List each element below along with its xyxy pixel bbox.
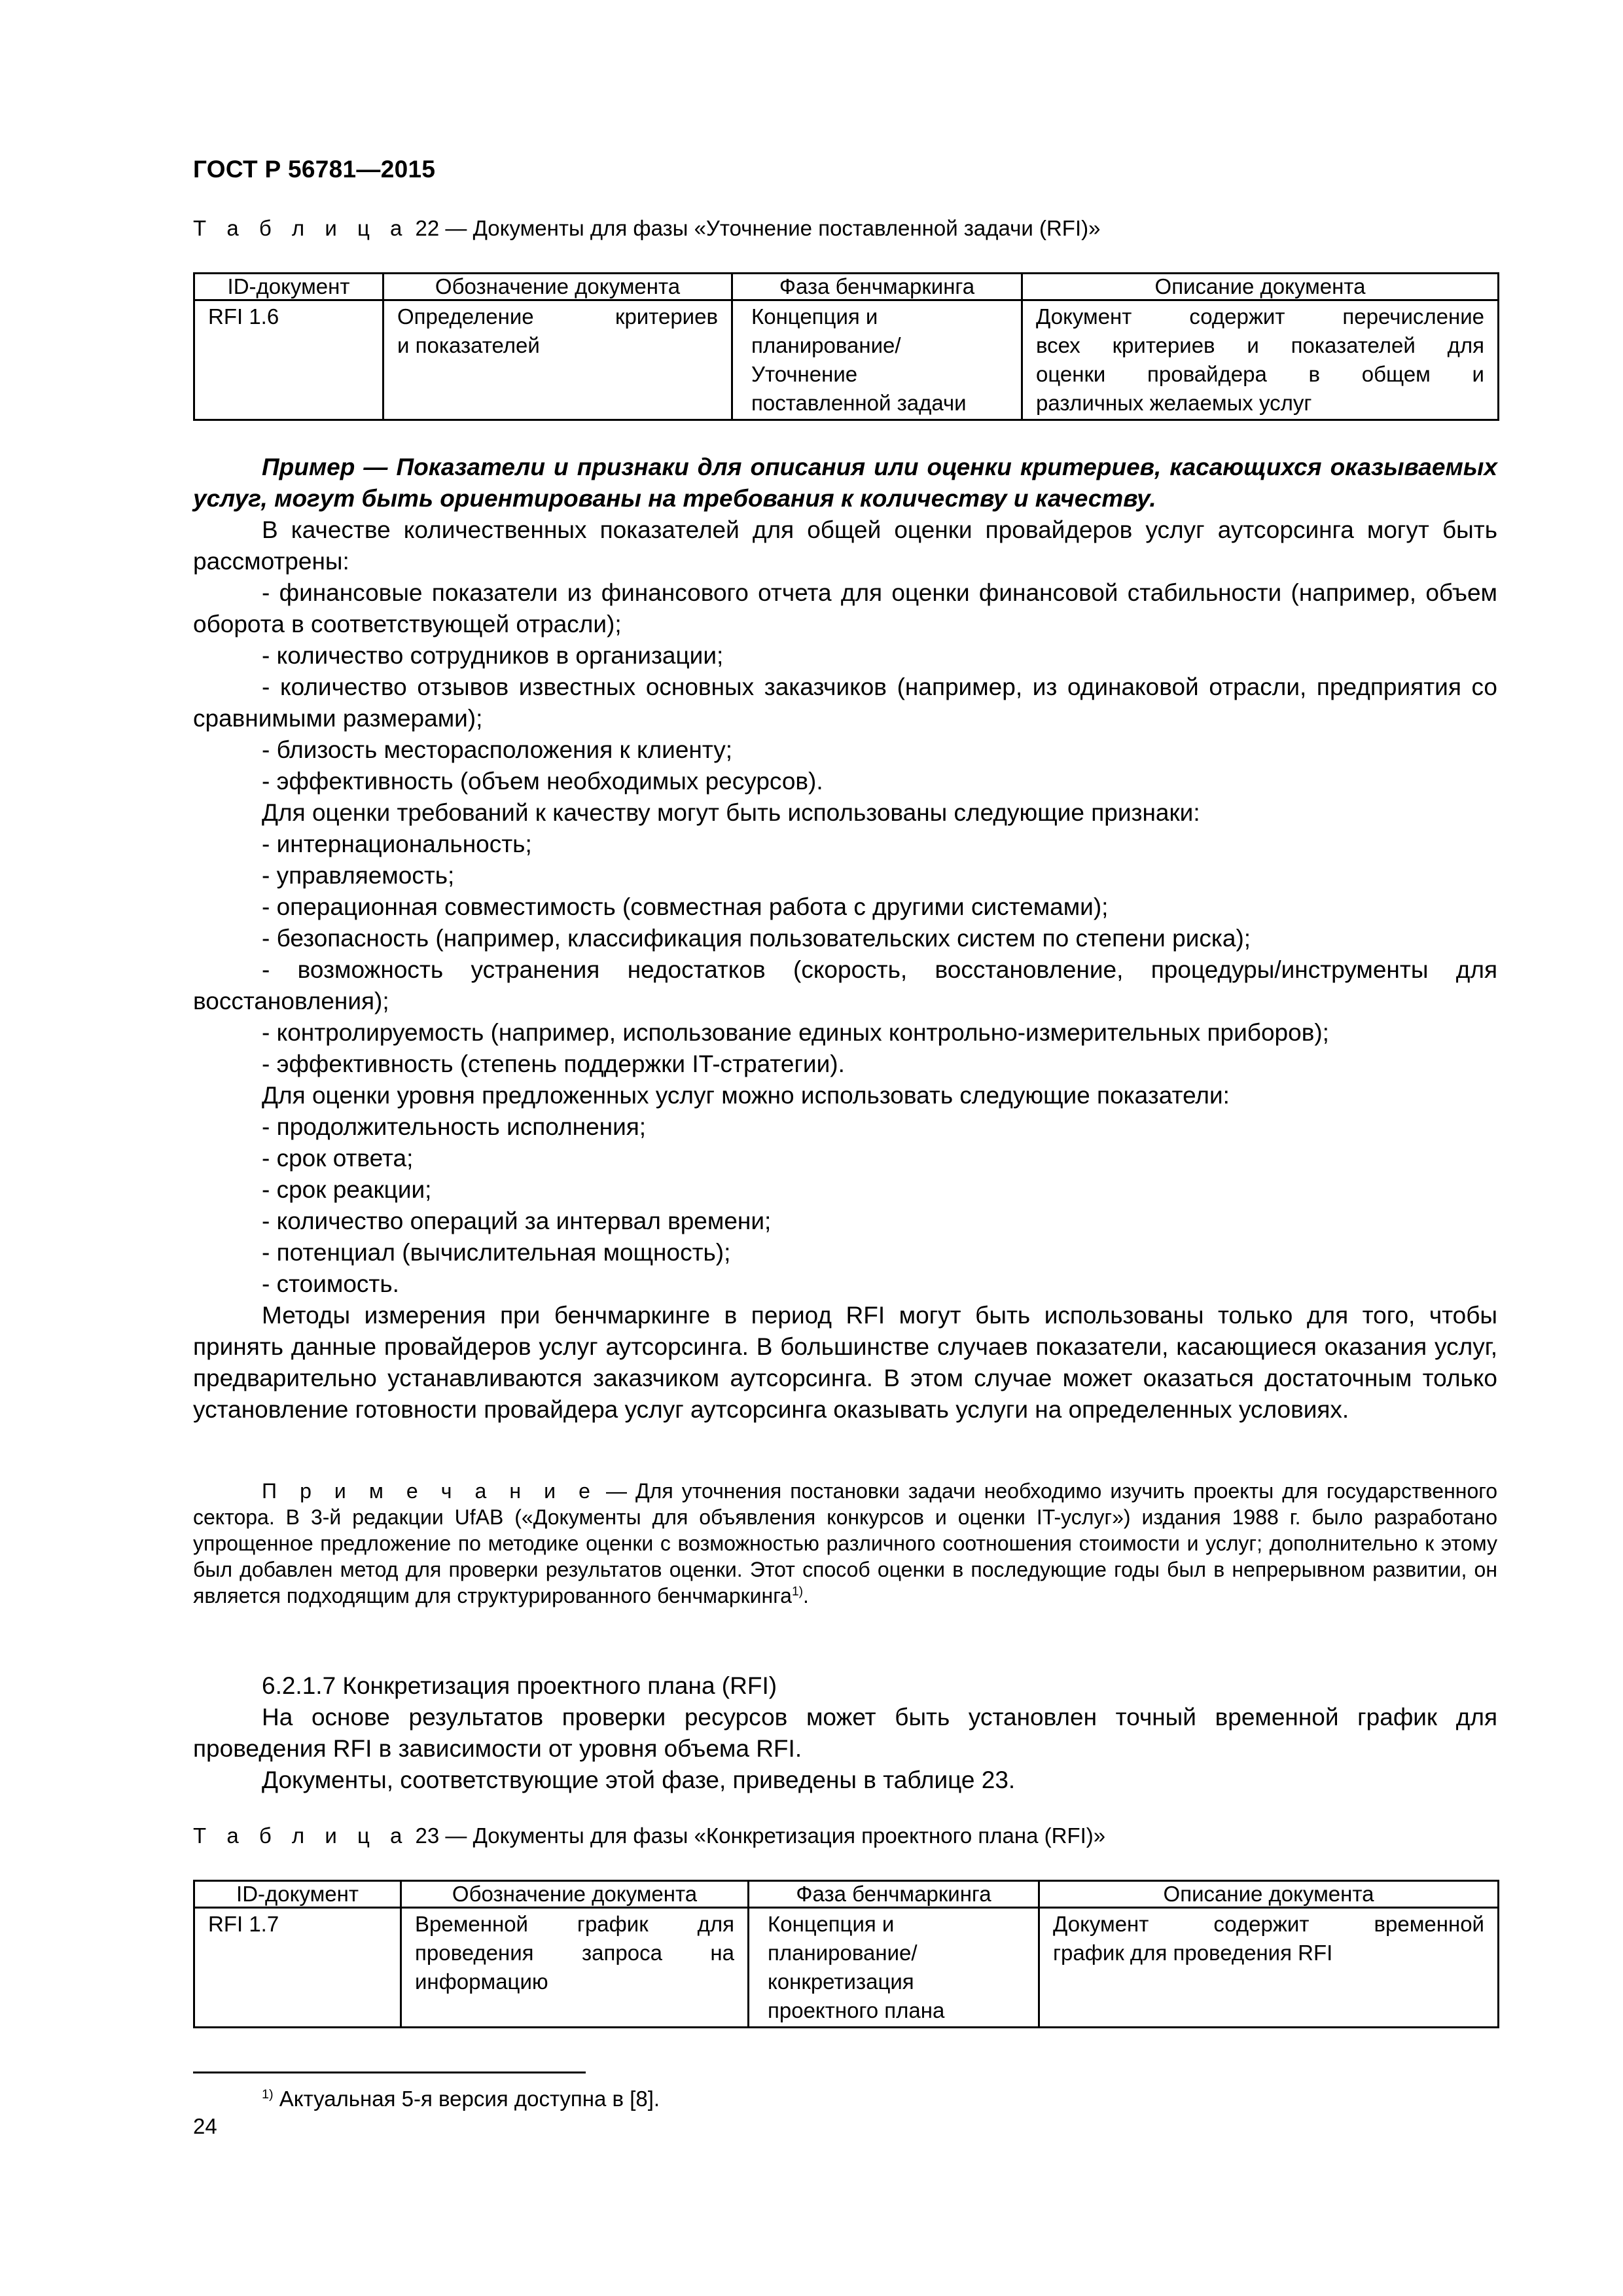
list-item: - безопасность (например, классификация пользовательских систем по степени риска); [262, 925, 1251, 952]
table-22-phase-line: поставленной задачи [751, 391, 967, 415]
paragraph: На основе результатов проверки ресурсов может быть установлен точный временной график для проведения RFI в зависимости от уровня объема RFI. [193, 1704, 1497, 1762]
note-label: П р и м е ч а н и е [262, 1479, 597, 1503]
table-23-caption-text: 23 — Документы для фазы «Конкретизация проектного плана (RFI)» [409, 1823, 1106, 1848]
list-item: - срок реакции; [262, 1176, 432, 1203]
table-22-caption-label: Т а б л и ц а [193, 216, 410, 240]
table-22-row [194, 300, 1499, 420]
table-23-phase-line: конкретизация [768, 1969, 914, 1994]
table-23-cell-description [1039, 1908, 1499, 2028]
footnote-text: Актуальная 5-я версия доступна в [8]. [273, 2087, 660, 2111]
table-22-designation-line: Определение критериев [397, 304, 718, 329]
list-item: - управляемость; [262, 862, 455, 889]
table-22-description-line: различных желаемых услуг [1036, 391, 1312, 415]
note-text: — Для уточнения постановки задачи необходимо изучить проекты для государственного сектора. В 3-й редакции UfAB («Документы для объявления конкурсов и оценки IT-услуг») издания 1988 г. было разработано упрощенное предложение по методике оценки с возможностью различного соотношения стоимости и услуг; дополнительно к этому был добавлен метод для проверки результатов оценки. Этот способ оценки в последующие годы был в непрерывном развитии, он является подходящим для структурированного бенчмаркинга [193, 1479, 1498, 1607]
page-number: 24 [193, 2114, 217, 2138]
paragraph: Документы, соответствующие этой фазе, приведены в таблице 23. [262, 1767, 1016, 1793]
footnote-reference: 1) [791, 1585, 804, 1599]
table-22-caption [193, 216, 1100, 241]
list-item: - близость месторасположения к клиенту; [262, 736, 732, 763]
paragraph: Для оценки уровня предложенных услуг можно использовать следующие показатели: [262, 1082, 1230, 1109]
list-item: - срок ответа; [262, 1145, 414, 1172]
table-22-cell-designation [383, 300, 732, 420]
table-23-phase-line: планирование/ [768, 1941, 918, 1965]
table-23-row [194, 1908, 1499, 2028]
table-23-cell-id: RFI 1.7 [194, 1908, 401, 2028]
table-23-col-id: ID-документ [194, 1881, 401, 1908]
table-22-description-line: оценки провайдера в общем и [1036, 362, 1484, 386]
list-item: - продолжительность исполнения; [262, 1113, 647, 1140]
table-23-description-line: Документ содержит временной [1053, 1912, 1484, 1936]
document-code-header: ГОСТ Р 56781—2015 [193, 156, 436, 183]
table-23-col-description: Описание документа [1039, 1881, 1499, 1908]
table-23-description-line: график для проведения RFI [1053, 1941, 1333, 1965]
list-item: - количество отзывов известных основных заказчиков (например, из одинаковой отрасли, предприятия со сравнимыми размерами); [193, 673, 1497, 732]
table-23-col-designation: Обозначение документа [401, 1881, 749, 1908]
list-item: - количество сотрудников в организации; [262, 642, 724, 669]
footnote-separator [193, 2072, 586, 2073]
table-22-cell-id: RFI 1.6 [194, 300, 383, 420]
list-item: - контролируемость (например, использование единых контрольно-измерительных приборов); [262, 1019, 1329, 1046]
table-22-designation-line: и показателей [397, 333, 540, 357]
table-23-phase-line: Концепция и [768, 1912, 895, 1936]
table-22-description-line: Документ содержит перечисление [1036, 304, 1484, 329]
section-6-2-1-7 [193, 1670, 1497, 1796]
list-item: - стоимость. [262, 1270, 399, 1297]
table-23-designation-line: проведения запроса на [415, 1941, 734, 1965]
paragraph: Методы измерения при бенчмаркинге в период RFI могут быть использованы только для того, чтобы принять данные провайдеров услуг аутсорсинга. В большинстве случаев показатели, касающиеся оказания услуг, предварительно устанавливаются заказчиком аутсорсинга. В этом случае может оказаться достаточным только установление готовности провайдера услуг аутсорсинга оказывать услуги на определенных условиях. [193, 1302, 1497, 1423]
example-heading: Пример — Показатели и признаки для описания или оценки критериев, касающихся оказываемых услуг, могут быть ориентированы на требования к количеству и качеству. [193, 454, 1497, 512]
list-item: - эффективность (объем необходимых ресурсов). [262, 768, 823, 795]
table-23-col-phase: Фаза бенчмаркинга [749, 1881, 1039, 1908]
note-tail: . [803, 1584, 809, 1607]
footnote-marker: 1) [262, 2087, 274, 2102]
table-23-designation-line: Временной график для [415, 1912, 734, 1936]
table-22-caption-text: 22 — Документы для фазы «Уточнение поставленной задачи (RFI)» [409, 216, 1101, 240]
table-23-header-row [194, 1881, 1499, 1908]
table-22-col-description: Описание документа [1022, 274, 1499, 300]
table-22 [193, 272, 1499, 421]
list-item: - количество операций за интервал времени; [262, 1208, 772, 1234]
list-item: - интернациональность; [262, 831, 532, 857]
list-item: - финансовые показатели из финансового отчета для оценки финансовой стабильности (например, объем оборота в соответствующей отрасли); [193, 579, 1497, 637]
table-23-caption [193, 1823, 1105, 1848]
list-item: - операционная совместимость (совместная работа с другими системами); [262, 893, 1109, 920]
table-22-phase-line: планирование/ [751, 333, 901, 357]
table-22-phase-line: Уточнение [751, 362, 858, 386]
table-22-col-designation: Обозначение документа [383, 274, 732, 300]
table-23-cell-phase [749, 1908, 1039, 2028]
section-heading: 6.2.1.7 Конкретизация проектного плана (RFI) [262, 1672, 777, 1699]
list-item: - потенциал (вычислительная мощность); [262, 1239, 731, 1266]
body-text [193, 452, 1497, 1426]
table-22-phase-line: Концепция и [751, 304, 878, 329]
table-23-caption-label: Т а б л и ц а [193, 1823, 410, 1848]
table-22-col-phase: Фаза бенчмаркинга [732, 274, 1022, 300]
table-23-designation-line: информацию [415, 1969, 548, 1994]
table-23-phase-line: проектного плана [768, 1998, 945, 2022]
note [193, 1478, 1497, 1609]
footnote [262, 2085, 660, 2113]
table-22-cell-description [1022, 300, 1499, 420]
paragraph: В качестве количественных показателей для общей оценки провайдеров услуг аутсорсинга могут быть рассмотрены: [193, 516, 1497, 575]
table-22-cell-phase [732, 300, 1022, 420]
list-item: - возможность устранения недостатков (скорость, восстановление, процедуры/инструменты для восстановления); [193, 956, 1497, 1014]
paragraph: Для оценки требований к качеству могут быть использованы следующие признаки: [262, 799, 1200, 826]
table-22-description-line: всех критериев и показателей для [1036, 333, 1484, 357]
table-23 [193, 1880, 1499, 2028]
table-22-col-id: ID-документ [194, 274, 383, 300]
list-item: - эффективность (степень поддержки IT-стратегии). [262, 1050, 845, 1077]
table-22-header-row [194, 274, 1499, 300]
table-23-cell-designation [401, 1908, 749, 2028]
